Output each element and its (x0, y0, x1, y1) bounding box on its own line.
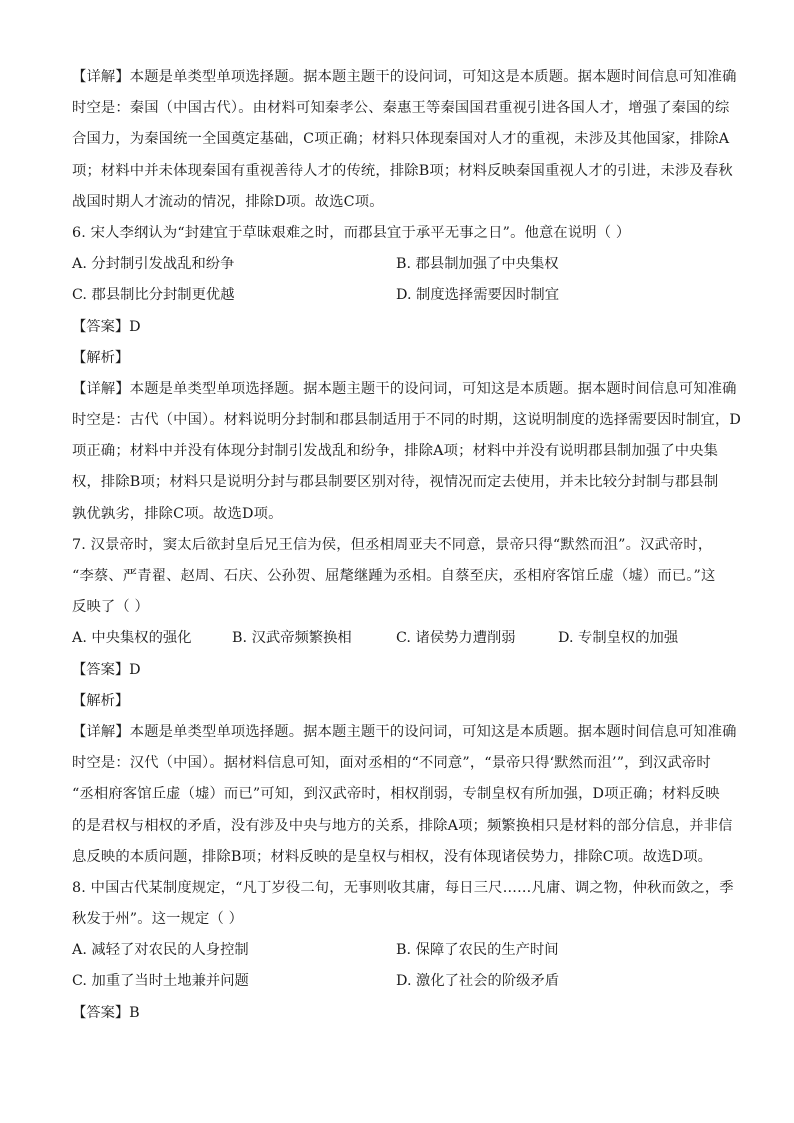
option-d: D. 专制皇权的加强 (558, 630, 679, 647)
analysis-label: 【解析】 (72, 349, 130, 366)
detail-line: 【详解】本题是单类型单项选择题。据本题主题干的设问词，可知这是本质题。据本题时间信息可知准确 (72, 69, 737, 85)
detail-line: 【详解】本题是单类型单项选择题。据本题主题干的设问词，可知这是本质题。据本题时间信息可知准确 (72, 380, 737, 397)
question-stem: 7. 汉景帝时，窦太后欲封皇后兄王信为侯，但丞相周亚夫不同意，景帝只得“默然而沮”。汉武帝时， (72, 536, 713, 553)
option-a: A. 分封制引发战乱和纷争 (72, 256, 235, 273)
option-c: C. 诸侯势力遭削弱 (396, 630, 516, 647)
analysis-label: 【解析】 (72, 692, 130, 709)
detail-line: 息反映的本质问题，排除B项；材料反映的是皇权与相权，没有体现诸侯势力，排除C项。故选D项。 (72, 848, 713, 865)
detail-line: 权，排除B项；材料只是说明分封与郡县制要区别对待，视情况而定去使用，并未比较分封制与郡县制 (72, 474, 719, 491)
option-b: B. 保障了农民的生产时间 (396, 942, 559, 959)
detail-line: 的是君权与相权的矛盾，没有涉及中央与地方的关系，排除A项；频繁换相只是材料的部分信息，并非信 (72, 817, 733, 834)
question-stem: 反映了（ ） (72, 599, 149, 616)
question-8 (72, 873, 734, 1029)
detail-line: 合国力，为秦国统一全国奠定基础，C项正确；材料只体现秦国对人才的重视，未涉及其他国家，排除A (72, 131, 730, 148)
question-stem: 6. 宋人李纲认为“封建宜于草昧艰难之时，而郡县宜于承平无事之日”。他意在说明（ ） (72, 224, 631, 241)
option-a: A. 中央集权的强化 (72, 630, 192, 647)
detail-line: “丞相府客馆丘虚（墟）而已”可知，到汉武帝时，相权削弱，专制皇权有所加强，D项正确；材料反映 (72, 786, 720, 803)
detail-line: 孰优孰劣，排除C项。故选D项。 (72, 505, 283, 522)
options-row (72, 280, 726, 311)
question-stem: 秋发于州”。这一规定（ ） (72, 911, 244, 928)
answer-label: 【答案】D (72, 661, 141, 678)
option-c: C. 加重了当时土地兼并问题 (72, 973, 249, 990)
detail-line: 时空是：古代（中国）。材料说明分封制和郡县制适用于不同的时期，这说明制度的选择需要因时制宜，D (72, 412, 742, 429)
answer-label: 【答案】D (72, 318, 141, 335)
q5-detail (72, 62, 737, 218)
detail-line: 时空是：汉代（中国）。据材料信息可知，面对丞相的“不同意”，“景帝只得‘默然而沮’”，到汉武帝时 (72, 755, 711, 772)
options-row (72, 623, 726, 654)
answer-label: 【答案】B (72, 1004, 140, 1021)
option-d: D. 制度选择需要因时制宜 (396, 287, 560, 304)
question-stem: 8. 中国古代某制度规定，“凡丁岁役二旬，无事则收其庸，每日三尺……凡庸、调之物，仲秋而敛之，季 (72, 879, 734, 896)
option-b: B. 郡县制加强了中央集权 (396, 256, 559, 273)
options-row (72, 966, 726, 997)
option-b: B. 汉武帝频繁换相 (232, 630, 352, 647)
question-7 (72, 530, 737, 873)
options-row (72, 935, 726, 966)
document-page (72, 62, 742, 1029)
detail-line: 项；材料中并未体现秦国有重视善待人才的传统，排除B项；材料反映秦国重视人才的引进，未涉及春秋 (72, 162, 733, 179)
question-6 (72, 218, 742, 530)
option-c: C. 郡县制比分封制更优越 (72, 287, 235, 304)
detail-line: 战国时期人才流动的情况，排除D项。故选C项。 (72, 193, 384, 210)
option-a: A. 减轻了对农民的人身控制 (72, 942, 249, 959)
detail-line: 【详解】本题是单类型单项选择题。据本题主题干的设问词，可知这是本质题。据本题时间信息可知准确 (72, 723, 737, 740)
options-row (72, 249, 726, 280)
question-stem: “李蔡、严青翟、赵周、石庆、公孙贺、屈氂继踵为丞相。自蔡至庆，丞相府客馆丘虚（墟）而已。”这 (72, 568, 716, 584)
detail-line: 时空是：秦国（中国古代）。由材料可知秦孝公、秦惠王等秦国国君重视引进各国人才，增强了秦国的综 (72, 100, 730, 117)
option-d: D. 激化了社会的阶级矛盾 (396, 973, 560, 990)
detail-line: 项正确；材料中并没有体现分封制引发战乱和纷争，排除A项；材料中并没有说明郡县制加强了中央集 (72, 443, 719, 460)
